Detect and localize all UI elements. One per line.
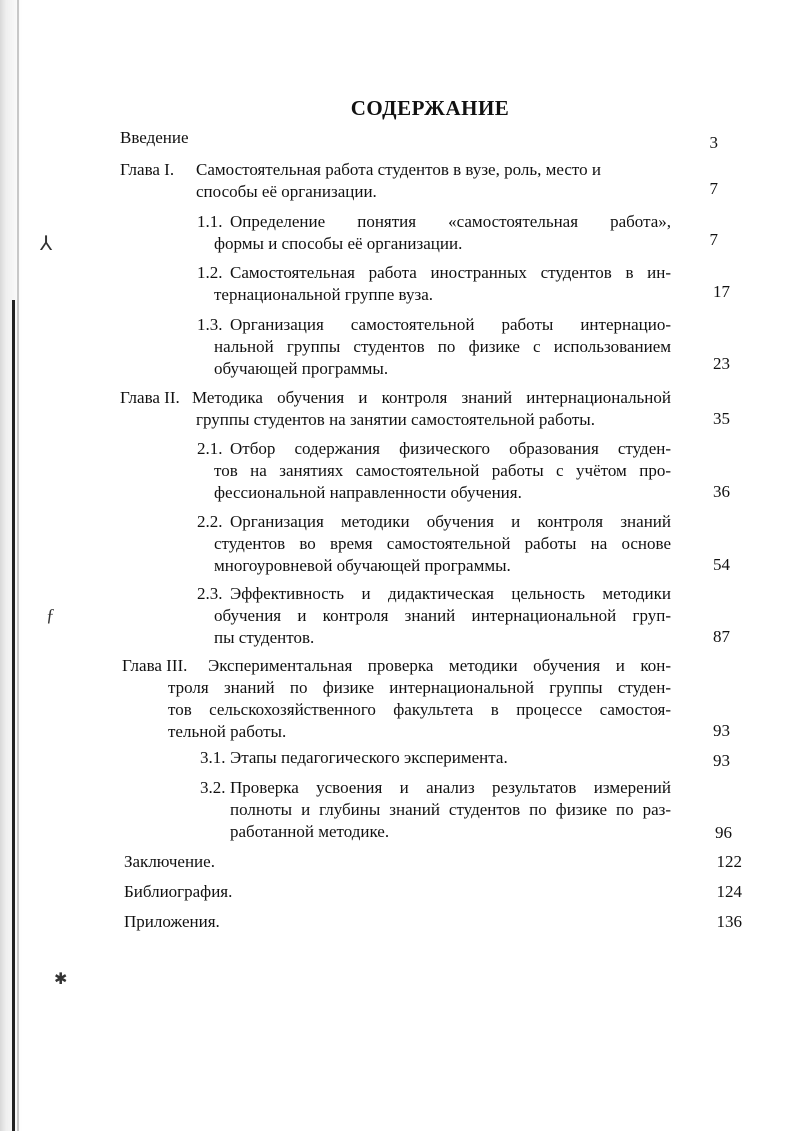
scan-binding-line: [12, 300, 15, 1131]
toc-entry-line: тов на занятиях самостоятельной работы с учётом про-: [214, 461, 671, 480]
toc-entry-appendices: [124, 910, 424, 935]
toc-entry-line: полноты и глубины знаний студентов по физике по раз-: [230, 800, 671, 819]
toc-entry-bibliography: [124, 880, 424, 905]
toc-entry-line: обучающей программы.: [214, 359, 389, 378]
toc-entry-line: тернациональной группе вуза.: [214, 285, 433, 304]
scan-binding-edge: [17, 0, 19, 1131]
toc-page-number: 93: [713, 721, 730, 740]
toc-entry-line: Определение понятия «самостоятельная работа»,: [230, 212, 671, 231]
toc-page-number: 136: [716, 912, 742, 931]
toc-entry-line: Проверка усвоения и анализ результатов измерений: [230, 778, 671, 797]
toc-entry-line: Самостоятельная работа студентов в вузе, роль, место и: [196, 160, 601, 179]
toc-page-number: 124: [716, 882, 742, 901]
toc-entry-conclusion: [124, 850, 424, 875]
toc-entry-line: группы студентов на занятии самостоятельной работы.: [196, 410, 595, 429]
toc-entry-label: Приложения.: [124, 912, 220, 931]
toc-page-number: 7: [709, 179, 718, 198]
toc-entry-line: нальной группы студентов по физике с использованием: [214, 337, 671, 356]
toc-page-number: 3: [709, 133, 718, 152]
toc-entry-line: способы её организации.: [196, 182, 377, 201]
toc-entry-line: обучения и контроля знаний интернациональной груп-: [214, 606, 671, 625]
toc-entry-label: Библиография.: [124, 882, 233, 901]
toc-entry-line: студентов во время самостоятельной работы на основе: [214, 534, 671, 553]
toc-entry-line: троля знаний по физике интернациональной группы студен-: [168, 678, 671, 697]
toc-page-number: 35: [713, 409, 730, 428]
toc-page-number: 122: [716, 852, 742, 871]
toc-entry-line: Организация самостоятельной работы интернацио-: [230, 315, 671, 334]
toc-page-number: 96: [715, 823, 732, 842]
toc-entry-label: 1.3.: [197, 315, 223, 334]
toc-entry-line: фессиональной направленности обучения.: [214, 483, 522, 502]
toc-page-number: 23: [713, 354, 730, 373]
toc-entry-label: Глава III.: [122, 656, 188, 675]
toc-entry-label: 1.1.: [197, 212, 223, 231]
scan-speck-mark: ⅄: [40, 233, 53, 255]
scan-speck-mark: ✱: [54, 971, 68, 988]
toc-entry-line: Эффективность и дидактическая цельность методики: [230, 584, 671, 603]
scan-speck-mark: ƒ: [46, 605, 55, 625]
toc-page-number: 93: [713, 751, 730, 770]
toc-page-number: 7: [709, 230, 718, 249]
toc-entry-label: Заключение.: [124, 852, 215, 871]
toc-entry-line: пы студентов.: [214, 628, 315, 647]
toc-entry-label: 3.2.: [200, 778, 226, 797]
toc-page-number: 17: [713, 282, 730, 301]
toc-entry-label: Глава II.: [120, 388, 180, 407]
toc-entry-line: многоуровневой обучающей программы.: [214, 556, 511, 575]
toc-page-number: 36: [713, 482, 730, 501]
toc-entry-line: Методика обучения и контроля знаний интернациональной: [192, 388, 671, 407]
toc-entry-label: 2.2.: [197, 512, 223, 531]
toc-entry-label: Глава I.: [120, 160, 175, 179]
toc-entry-line: Самостоятельная работа иностранных студентов в ин-: [230, 263, 671, 282]
toc-page-number: 54: [713, 555, 730, 574]
toc-entry-introduction: [120, 126, 680, 151]
toc-entry-line: Отбор содержания физического образования студен-: [230, 439, 671, 458]
page-title: СОДЕРЖАНИЕ: [350, 96, 510, 120]
toc-entry-line: тов сельскохозяйственного факультета в процессе самостоя-: [168, 700, 671, 719]
toc-entry-label: 2.1.: [197, 439, 223, 458]
toc-entry-label: 3.1.: [200, 748, 226, 767]
toc-entry-line: тельной работы.: [168, 722, 287, 741]
toc-entry-line: Организация методики обучения и контроля знаний: [230, 512, 671, 531]
toc-page-number: 87: [713, 627, 730, 646]
toc-entry-line: Этапы педагогического эксперимента.: [230, 748, 508, 767]
toc-entry-label: Введение: [120, 128, 189, 147]
toc-entry-label: 1.2.: [197, 263, 223, 282]
toc-entry-label: 2.3.: [197, 584, 223, 603]
toc-entry-line: работанной методике.: [230, 822, 390, 841]
toc-entry-line: формы и способы её организации.: [214, 234, 463, 253]
toc-entry-line: Экспериментальная проверка методики обучения и кон-: [208, 656, 671, 675]
